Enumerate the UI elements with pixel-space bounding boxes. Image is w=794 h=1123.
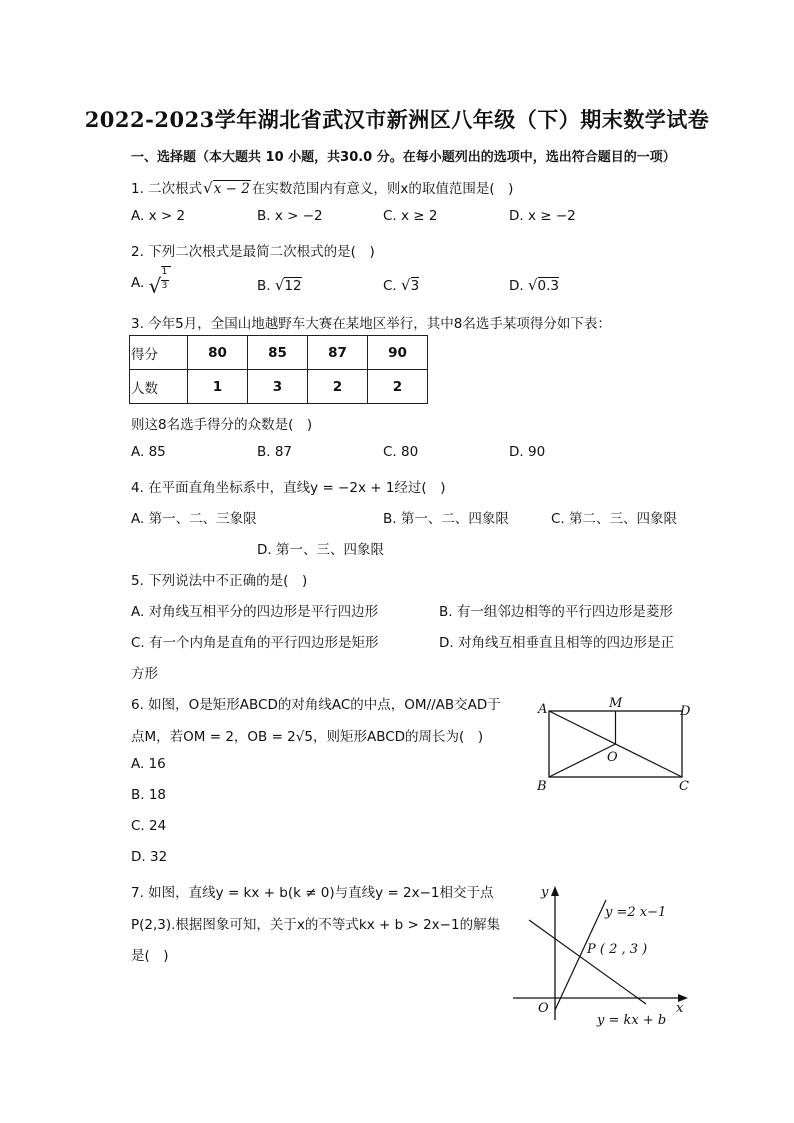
table-row bbox=[130, 336, 428, 370]
q2-frac-den: 3 bbox=[161, 281, 168, 291]
question-7-line1: 7. 如图，直线y = kx + b(k ≠ 0)与直线y = 2x−1相交于点 bbox=[131, 885, 494, 901]
table-cell: 85 bbox=[248, 336, 308, 370]
y-axis-label: y bbox=[541, 885, 549, 900]
score-table bbox=[129, 335, 428, 404]
q2-radicand-b: 12 bbox=[284, 278, 302, 294]
q2-option-b[interactable] bbox=[257, 276, 302, 294]
q4-option-a[interactable]: A. 第一、二、三象限 bbox=[131, 511, 257, 527]
q2-frac-num: 1 bbox=[161, 267, 168, 277]
q2-option-b-label: B. bbox=[257, 278, 271, 294]
table-row bbox=[130, 370, 428, 404]
q3-follow-text: 则这8名选手得分的众数是( ) bbox=[131, 417, 313, 433]
sqrt-sign-icon: √ bbox=[148, 274, 162, 298]
q6-option-c[interactable]: C. 24 bbox=[131, 818, 167, 834]
question-6-line2: 点M，若OM = 2，OB = 2√5，则矩形ABCD的周长为( ) bbox=[131, 729, 484, 745]
label-a: A bbox=[538, 702, 548, 717]
q5-option-d[interactable]: D. 对角线互相垂直且相等的四边形是正 bbox=[439, 635, 674, 651]
q2-option-c-label: C. bbox=[383, 278, 397, 294]
q3-option-b[interactable]: B. 87 bbox=[257, 444, 293, 460]
q1-option-b[interactable]: B. x > −2 bbox=[257, 208, 323, 224]
sqrt-sign-icon: √ bbox=[274, 276, 285, 294]
q6-option-a[interactable]: A. 16 bbox=[131, 756, 166, 772]
q5-option-d-wrap: 方形 bbox=[131, 666, 158, 682]
segment-ob bbox=[549, 744, 616, 777]
label-o: O bbox=[607, 750, 618, 765]
q2-option-a-label: A. bbox=[131, 275, 145, 291]
q2-option-d-label: D. bbox=[509, 278, 524, 294]
table-cell: 1 bbox=[188, 370, 248, 404]
q4-option-b[interactable]: B. 第一、二、四象限 bbox=[383, 511, 509, 527]
x-axis-label: x bbox=[676, 1001, 684, 1016]
q2-option-a[interactable] bbox=[131, 268, 175, 298]
q1-radical bbox=[203, 179, 251, 197]
q6-option-d[interactable]: D. 32 bbox=[131, 849, 168, 865]
table-cell: 2 bbox=[308, 370, 368, 404]
q2-fraction-radical bbox=[149, 268, 175, 298]
table-cell: 80 bbox=[188, 336, 248, 370]
table-cell: 2 bbox=[368, 370, 428, 404]
question-5-stem: 5. 下列说法中不正确的是( ) bbox=[131, 573, 308, 589]
q2-option-c[interactable] bbox=[383, 276, 419, 294]
q1-option-d[interactable]: D. x ≥ −2 bbox=[509, 208, 576, 224]
q3-option-a[interactable]: A. 85 bbox=[131, 444, 166, 460]
point-p-label: P ( 2 , 3 ) bbox=[587, 942, 648, 957]
table-header-cell: 得分 bbox=[130, 336, 188, 370]
sqrt-sign-icon: √ bbox=[527, 276, 538, 294]
table-cell: 87 bbox=[308, 336, 368, 370]
q3-option-c[interactable]: C. 80 bbox=[383, 444, 419, 460]
label-b: B bbox=[537, 779, 547, 794]
q4-option-c[interactable]: C. 第二、三、四象限 bbox=[551, 511, 678, 527]
line-kx-b bbox=[529, 920, 646, 1004]
table-cell: 3 bbox=[248, 370, 308, 404]
label-c: C bbox=[679, 779, 689, 794]
page-title: 2022-2023学年湖北省武汉市新洲区八年级（下）期末数学试卷 bbox=[84, 107, 710, 132]
question-3-stem: 3. 今年5月，全国山地越野车大赛在某地区举行，其中8名选手某项得分如下表： bbox=[131, 316, 611, 332]
label-m: M bbox=[609, 696, 623, 711]
y-axis-arrow-icon bbox=[551, 886, 559, 896]
q5-option-b[interactable]: B. 有一组邻边相等的平行四边形是菱形 bbox=[439, 604, 673, 620]
question-7-line2: P(2,3).根据图象可知，关于x的不等式kx + b > 2x−1的解集 bbox=[131, 917, 501, 933]
line1-label: y =2 x−1 bbox=[605, 905, 667, 920]
section-heading: 一、选择题（本大题共 10 小题，共30.0 分。在每小题列出的选项中，选出符合题目的一项） bbox=[131, 150, 676, 165]
q2-radicand-d: 0.3 bbox=[537, 278, 560, 294]
q3-option-d[interactable]: D. 90 bbox=[509, 444, 546, 460]
question-4-stem: 4. 在平面直角坐标系中，直线y = −2x + 1经过( ) bbox=[131, 480, 446, 496]
q1-option-a[interactable]: A. x > 2 bbox=[131, 208, 186, 224]
sqrt-sign-icon: √ bbox=[203, 179, 213, 197]
line2-label: y = kx + b bbox=[597, 1013, 667, 1028]
origin-label: O bbox=[538, 1001, 549, 1016]
q2-radicand-c: 3 bbox=[410, 278, 420, 294]
q1-radicand: x − 2 bbox=[213, 181, 250, 197]
table-cell: 90 bbox=[368, 336, 428, 370]
q7-graph-figure bbox=[510, 880, 700, 1035]
q5-option-a[interactable]: A. 对角线互相平分的四边形是平行四边形 bbox=[131, 604, 379, 620]
q6-rectangle-figure bbox=[530, 695, 700, 795]
q1-stem-a: 1. 二次根式 bbox=[131, 181, 203, 197]
question-1-stem bbox=[131, 177, 513, 197]
q1-option-c[interactable]: C. x ≥ 2 bbox=[383, 208, 438, 224]
sqrt-sign-icon: √ bbox=[401, 276, 411, 294]
q4-option-d[interactable]: D. 第一、三、四象限 bbox=[257, 542, 384, 558]
q1-stem-b: 在实数范围内有意义，则x的取值范围是( ) bbox=[251, 181, 514, 197]
question-6-line1: 6. 如图，O是矩形ABCD的对角线AC的中点，OM//AB交AD于 bbox=[131, 697, 501, 713]
question-7-line3: 是( ) bbox=[131, 948, 169, 964]
q5-option-c[interactable]: C. 有一个内角是直角的平行四边形是矩形 bbox=[131, 635, 379, 651]
question-2-stem: 2. 下列二次根式是最简二次根式的是( ) bbox=[131, 244, 375, 260]
table-header-cell: 人数 bbox=[130, 370, 188, 404]
q6-option-b[interactable]: B. 18 bbox=[131, 787, 167, 803]
q2-option-d[interactable] bbox=[509, 276, 559, 294]
label-d: D bbox=[680, 704, 691, 719]
